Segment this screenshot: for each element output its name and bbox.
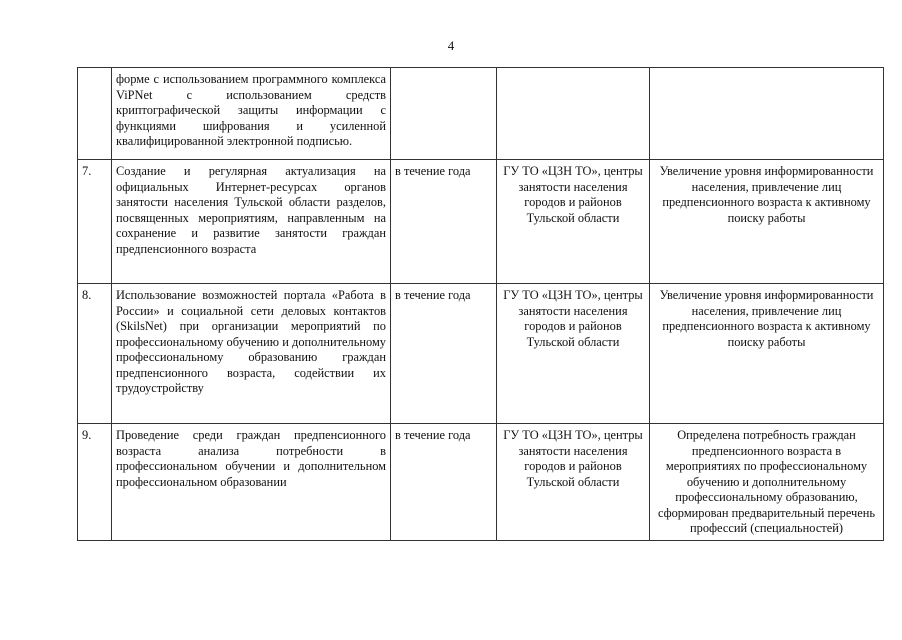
- responsible-cell: [497, 68, 650, 160]
- action-cell: Использование возможностей портала «Работа в России» и социальной сети деловых контактов (SkilsNet) при организации мероприятий по профессиональному обучению и дополнительному профессиональному образованию граждан предпенсионного возраста, содействии их трудоустройству: [112, 284, 391, 424]
- term-cell: в течение года: [391, 160, 497, 284]
- result-cell: Определена потребность граждан предпенсионного возраста в мероприятиях по профессиональному обучению и дополнительному профессиональному образованию, сформирован предварительный перечень профессий (специальностей): [650, 424, 884, 541]
- result-cell: Увеличение уровня информированности населения, привлечение лиц предпенсионного возраста к активному поиску работы: [650, 284, 884, 424]
- measures-table: [77, 67, 884, 541]
- result-cell: [650, 68, 884, 160]
- action-cell: Проведение среди граждан предпенсионного возраста анализа потребности в профессиональном обучении и дополнительном профессиональном образовании: [112, 424, 391, 541]
- responsible-cell: ГУ ТО «ЦЗН ТО», центры занятости населения городов и районов Тульской области: [497, 160, 650, 284]
- term-cell: [391, 68, 497, 160]
- term-cell: в течение года: [391, 424, 497, 541]
- result-cell: Увеличение уровня информированности населения, привлечение лиц предпенсионного возраста к активному поиску работы: [650, 160, 884, 284]
- table-row-8: [78, 284, 884, 424]
- row-number-cell: [78, 68, 112, 160]
- row-number-cell: 9.: [78, 424, 112, 541]
- table-row-7: [78, 160, 884, 284]
- table-row-continuation: [78, 68, 884, 160]
- table-row-9: [78, 424, 884, 541]
- responsible-cell: ГУ ТО «ЦЗН ТО», центры занятости населения городов и районов Тульской области: [497, 284, 650, 424]
- row-number-cell: 8.: [78, 284, 112, 424]
- row-number-cell: 7.: [78, 160, 112, 284]
- page-number: 4: [447, 38, 455, 53]
- action-cell: Создание и регулярная актуализация на официальных Интернет-ресурсах органов занятости населения Тульской области разделов, посвященных мероприятиям, направленным на сохранение и развитие занятости граждан предпенсионного возраста: [112, 160, 391, 284]
- responsible-cell: ГУ ТО «ЦЗН ТО», центры занятости населения городов и районов Тульской области: [497, 424, 650, 541]
- term-cell: в течение года: [391, 284, 497, 424]
- action-cell: форме с использованием программного комплекса ViPNet с использованием средств криптографической защиты информации с функциями шифрования и усиленной квалифицированной электронной подписью.: [112, 68, 391, 160]
